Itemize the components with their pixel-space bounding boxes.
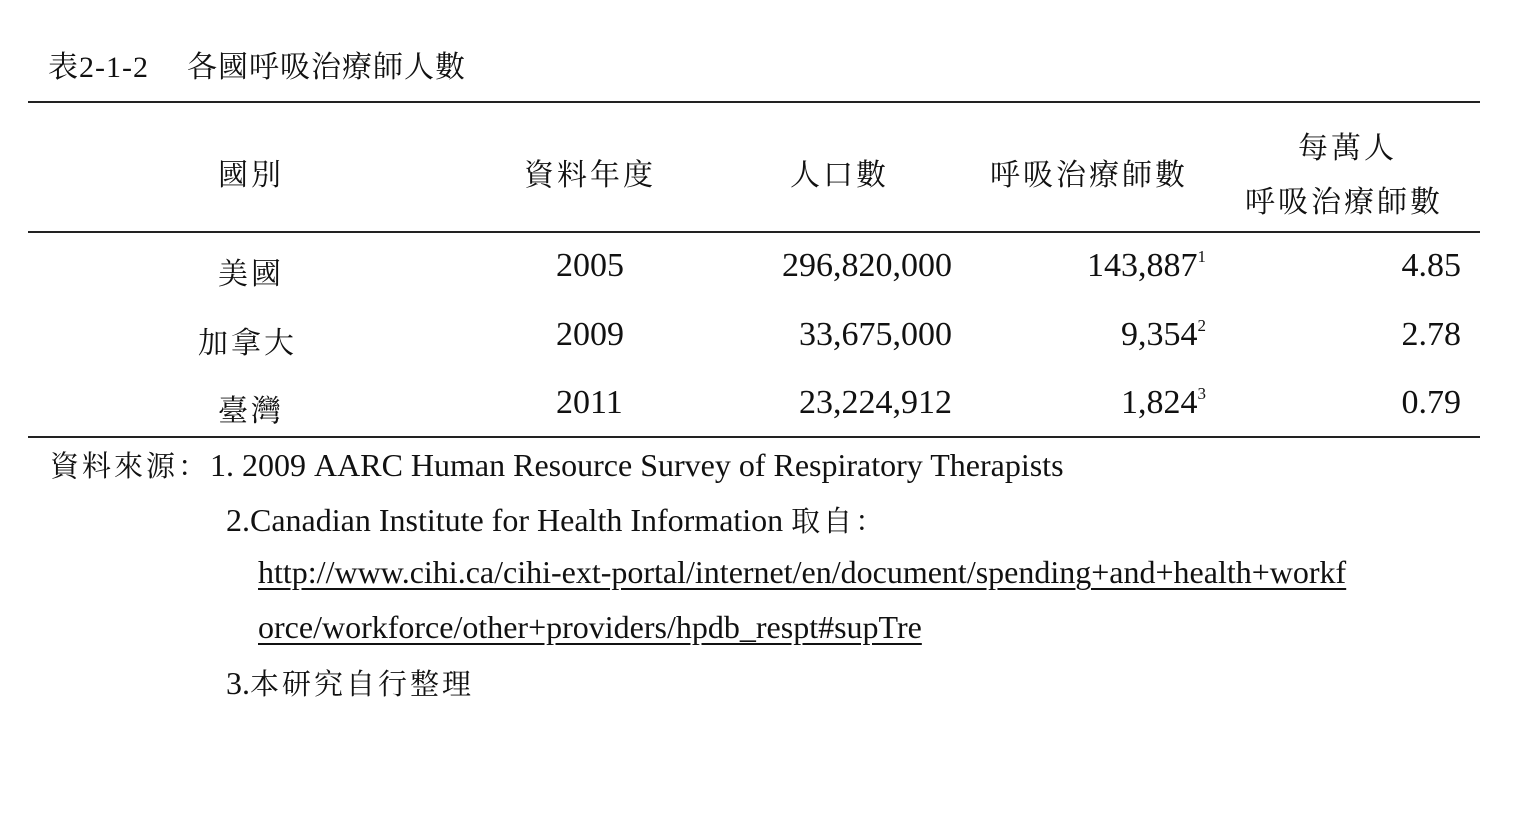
therapist-count: 1,824 bbox=[1121, 384, 1198, 421]
source-link-line-2[interactable]: orce/workforce/other+providers/hpdb_respt#supTre bbox=[258, 609, 922, 645]
cell-year: 2011 bbox=[556, 384, 623, 421]
cell-per-10k: 0.79 bbox=[1401, 384, 1461, 421]
table-header-rule bbox=[28, 231, 1480, 233]
cell-country: 美國 bbox=[218, 257, 284, 292]
cell-therapists bbox=[1087, 247, 1206, 285]
cell-country: 臺灣 bbox=[218, 394, 284, 429]
cell-population: 23,224,912 bbox=[799, 384, 952, 421]
source-link-line-1[interactable]: http://www.cihi.ca/cihi-ext-portal/internet/en/document/spending+and+health+workf bbox=[258, 554, 1347, 590]
header-per-10k-line1: 每萬人 bbox=[1298, 131, 1397, 166]
table-title: 各國呼吸治療師人數 bbox=[186, 50, 466, 85]
header-year: 資料年度 bbox=[524, 158, 656, 193]
source-item-2 bbox=[226, 499, 887, 540]
cell-year: 2009 bbox=[556, 316, 624, 353]
cell-therapists bbox=[1121, 316, 1206, 354]
cell-population: 33,675,000 bbox=[799, 316, 952, 353]
cell-country: 加拿大 bbox=[198, 326, 297, 361]
cell-therapists bbox=[1121, 384, 1206, 422]
cell-per-10k: 2.78 bbox=[1401, 316, 1461, 353]
sources-label: 資料來源： bbox=[50, 449, 211, 483]
footnote-marker: 3 bbox=[1197, 384, 1206, 403]
source-3-prefix: 3. bbox=[226, 665, 250, 701]
therapist-count: 143,887 bbox=[1087, 247, 1198, 284]
source-1-text: 1. 2009 AARC Human Resource Survey of Respiratory Therapists bbox=[210, 447, 1064, 483]
cell-population: 296,820,000 bbox=[782, 247, 952, 284]
footnote-marker: 2 bbox=[1197, 316, 1206, 335]
cell-per-10k: 4.85 bbox=[1401, 247, 1461, 284]
table-bottom-rule bbox=[28, 436, 1480, 438]
therapist-count: 9,354 bbox=[1121, 316, 1198, 353]
header-per-10k-line2: 呼吸治療師數 bbox=[1245, 185, 1443, 220]
source-item-3 bbox=[226, 662, 474, 703]
header-population: 人口數 bbox=[790, 158, 889, 193]
footnote-marker: 1 bbox=[1197, 247, 1206, 266]
source-2-suffix: 取自： bbox=[791, 504, 888, 538]
source-item-1 bbox=[50, 444, 1064, 485]
table-top-rule bbox=[28, 101, 1480, 103]
source-3-text: 本研究自行整理 bbox=[250, 667, 475, 701]
cell-year: 2005 bbox=[556, 247, 624, 284]
header-therapists: 呼吸治療師數 bbox=[990, 158, 1188, 193]
header-country: 國別 bbox=[218, 158, 284, 193]
source-2-text: 2.Canadian Institute for Health Information bbox=[226, 502, 784, 538]
table-caption bbox=[48, 42, 466, 86]
table-number: 表2-1-2 bbox=[48, 51, 149, 84]
